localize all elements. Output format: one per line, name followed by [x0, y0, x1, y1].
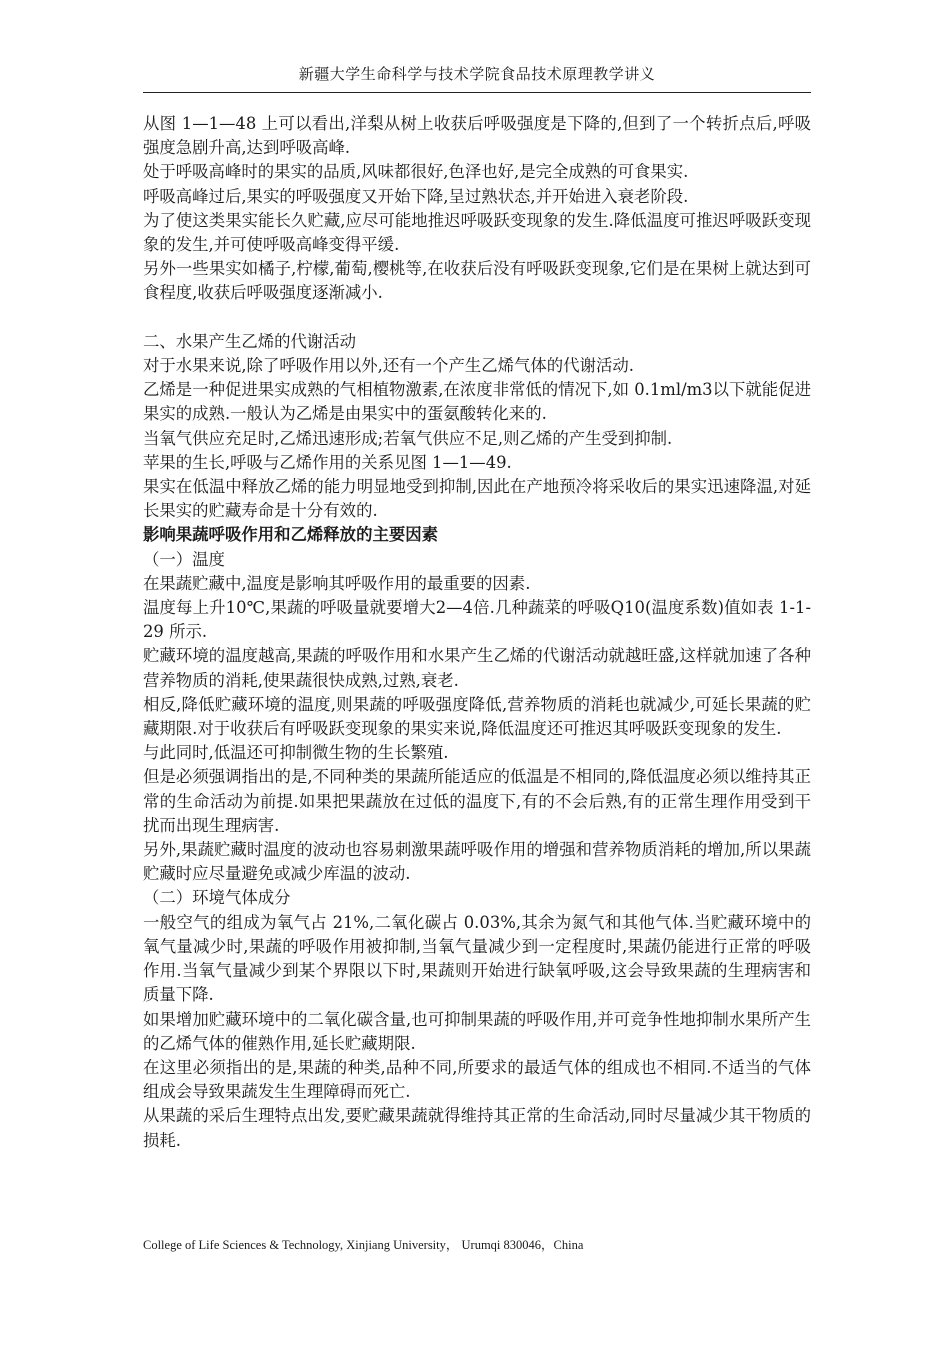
paragraph: 但是必须强调指出的是,不同种类的果蔬所能适应的低温是不相同的,降低温度必须以维持其正常的生命活动为前提.如果把果蔬放在过低的温度下,有的不会后熟,有的正常生理作用受到干扰而出现生理病害. [143, 767, 811, 835]
paragraph: 另外一些果实如橘子,柠檬,葡萄,樱桃等,在收获后没有呼吸跃变现象,它们是在果树上就达到可食程度,收获后呼吸强度逐渐减小. [143, 259, 811, 303]
paragraph: 温度每上升10℃,果蔬的呼吸量就要增大2—4倍.几种蔬菜的呼吸Q10(温度系数)值如表 1-1-29 所示. [143, 598, 811, 642]
paragraph: 为了使这类果实能长久贮藏,应尽可能地推迟呼吸跃变现象的发生.降低温度可推迟呼吸跃变现象的发生,并可使呼吸高峰变得平缓. [143, 210, 811, 255]
paragraph: 乙烯是一种促进果实成熟的气相植物激素,在浓度非常低的情况下,如 0.1ml/m3以下就能促进果实的成熟.一般认为乙烯是由果实中的蛋氨酸转化来的. [143, 380, 811, 424]
section-heading: 二、水果产生乙烯的代谢活动 [143, 331, 357, 351]
paragraph: 当氧气供应充足时,乙烯迅速形成;若氧气供应不足,则乙烯的产生受到抑制. [143, 428, 673, 448]
header-divider [143, 92, 811, 93]
paragraph: 处于呼吸高峰时的果实的品质,风味都很好,色泽也好,是完全成熟的可食果实. [143, 162, 689, 182]
subsection-heading: （一）温度 [143, 549, 225, 569]
paragraph: 在这里必须指出的是,果蔬的种类,品种不同,所要求的最适气体的组成也不相同.不适当的气体组成会导致果蔬发生生理障碍而死亡. [143, 1057, 811, 1102]
paragraph: 对于水果来说,除了呼吸作用以外,还有一个产生乙烯气体的代谢活动. [143, 356, 634, 376]
paragraph: 一般空气的组成为氧气占 21%,二氧化碳占 0.03%,其余为氮气和其他气体.当贮藏环境中的氧气量减少时,果蔬的呼吸作用被抑制,当氧气量减少到一定程度时,果蔬仍能进行正常的呼吸作用.当氧气量减少到某个界限以下时,果蔬则开始进行缺氧呼吸,这会导致果蔬的生理病害和质量下降. [143, 912, 811, 1005]
blank-line [143, 306, 811, 330]
paragraph: 贮藏环境的温度越高,果蔬的呼吸作用和水果产生乙烯的代谢活动就越旺盛,这样就加速了各种营养物质的消耗,使果蔬很快成熟,过熟,衰老. [143, 646, 811, 690]
document-body [143, 112, 811, 1153]
page-footer: College of Life Sciences & Technology, Xinjiang University， Urumqi 830046，China [143, 1238, 584, 1252]
paragraph: 另外,果蔬贮藏时温度的波动也容易刺激果蔬呼吸作用的增强和营养物质消耗的增加,所以果蔬贮藏时应尽量避免或减少库温的波动. [143, 840, 811, 884]
bold-heading: 影响果蔬呼吸作用和乙烯释放的主要因素 [143, 525, 439, 545]
paragraph: 从图 1—1—48 上可以看出,洋梨从树上收获后呼吸强度是下降的,但到了一个转折点后,呼吸强度急剧升高,达到呼吸高峰. [143, 114, 811, 158]
paragraph: 果实在低温中释放乙烯的能力明显地受到抑制,因此在产地预冷将采收后的果实迅速降温,对延长果实的贮藏寿命是十分有效的. [143, 477, 811, 521]
paragraph: 呼吸高峰过后,果实的呼吸强度又开始下降,呈过熟状态,并开始进入衰老阶段. [143, 186, 689, 206]
paragraph: 与此同时,低温还可抑制微生物的生长繁殖. [143, 743, 449, 763]
paragraph: 从果蔬的采后生理特点出发,要贮藏果蔬就得维持其正常的生命活动,同时尽量减少其干物质的损耗. [143, 1106, 811, 1150]
paragraph: 在果蔬贮藏中,温度是影响其呼吸作用的最重要的因素. [143, 573, 531, 593]
paragraph: 相反,降低贮藏环境的温度,则果蔬的呼吸强度降低,营养物质的消耗也就减少,可延长果蔬的贮藏期限.对于收获后有呼吸跃变现象的果实来说,降低温度还可推迟其呼吸跃变现象的发生. [143, 694, 811, 739]
page-header: 新疆大学生命科学与技术学院食品技术原理教学讲义 [298, 65, 656, 83]
paragraph: 如果增加贮藏环境中的二氧化碳含量,也可抑制果蔬的呼吸作用,并可竞争性地抑制水果所产生的乙烯气体的催熟作用,延长贮藏期限. [143, 1009, 811, 1053]
paragraph: 苹果的生长,呼吸与乙烯作用的关系见图 1—1—49. [143, 452, 512, 472]
subsection-heading: （二）环境气体成分 [143, 888, 291, 908]
